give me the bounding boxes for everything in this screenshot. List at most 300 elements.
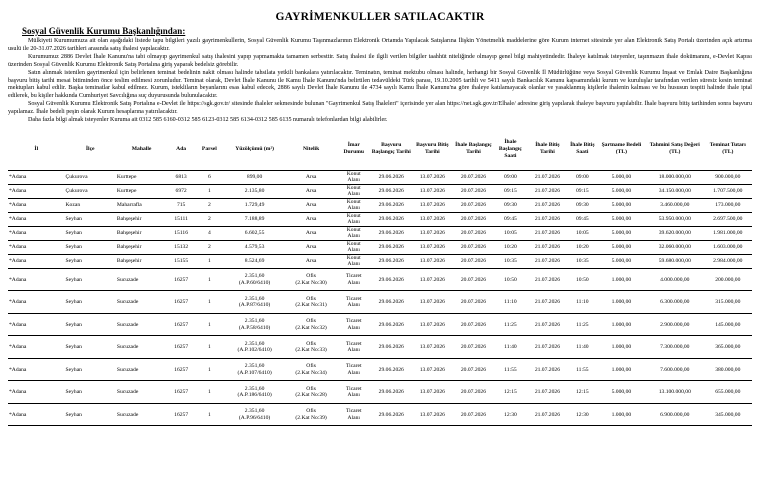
cell-il-line: *Adana [9,216,27,223]
cell-ihale-bitis-tarihi [527,212,568,226]
cell-teminat [704,254,752,268]
cell-nitelik [285,358,336,381]
cell-basvuru-baslangic-line: 29.06.2026 [378,299,404,306]
cell-basvuru-baslangic [371,212,412,226]
cell-parsel-line: 2 [207,202,211,209]
cell-il-line: *Adana [9,344,27,351]
cell-ihale-bitis-tarihi-line: 21.07.2026 [534,216,560,223]
cell-teminat [704,313,752,336]
cell-tahmini [646,184,704,198]
cell-ada-line: 15111 [174,216,188,223]
header-parsel: Parsel [195,129,224,171]
cell-yuzolcumu-line: 8.524,69 [244,258,265,265]
header-mahalle: Mahalle [116,129,167,171]
cell-nitelik-line: Arsa [305,216,317,223]
cell-parsel [195,336,224,359]
cell-ihale-baslangic-tarihi [453,198,494,212]
cell-ihale-bitis-tarihi-line: 21.07.2026 [534,321,560,328]
cell-basvuru-bitis-line: 13.07.2026 [419,244,445,251]
cell-ilce [65,170,116,184]
cell-ihale-baslangic-tarihi [453,212,494,226]
cell-yuzolcumu [224,254,286,268]
cell-tahmini-line: 34.150.000,00 [658,188,691,195]
cell-ihale-bitis-tarihi [527,198,568,212]
cell-ada [167,254,195,268]
cell-mahalle [116,240,167,254]
cell-il-line: *Adana [9,411,27,418]
cell-yuzolcumu-line: 2.351,60 [244,363,265,370]
cell-imar-line: Ticaret [345,273,362,280]
cell-tahmini-line: 4.000.000,00 [660,276,690,283]
property-table [8,129,752,427]
cell-sartname-line: 5.000,00 [611,230,632,237]
cell-nitelik-line: Ofis [306,295,316,302]
header-il: İl [8,129,65,171]
cell-ilce [65,268,116,291]
cell-ihale-bitis-saati [568,198,597,212]
cell-ihale-baslangic-tarihi-line: 20.07.2026 [460,244,487,251]
cell-ihale-bitis-tarihi-line: 21.07.2026 [534,258,560,265]
cell-imar-line: Alanı [347,191,360,198]
cell-tahmini [646,313,704,336]
cell-mahalle [116,226,167,240]
cell-ihale-baslangic-saati-line: 11:25 [504,321,517,328]
cell-il [8,403,65,426]
cell-ada-line: 6972 [175,188,187,195]
cell-ada [167,198,195,212]
cell-nitelik [285,170,336,184]
cell-basvuru-baslangic [371,403,412,426]
cell-sartname-line: 5.000,00 [611,202,632,209]
cell-mahalle-line: Sucuzade [116,344,139,351]
cell-parsel [195,212,224,226]
cell-sartname-line: 1.000,00 [611,344,632,351]
cell-ada-line: 16257 [174,411,189,418]
cell-mahalle [116,403,167,426]
table-row [8,226,752,240]
cell-yuzolcumu-line: 2.351,60 [244,318,265,325]
cell-il [8,291,65,314]
cell-basvuru-baslangic-line: 29.06.2026 [378,366,404,373]
cell-ada [167,212,195,226]
table-row [8,212,752,226]
cell-nitelik-line: Arsa [305,258,317,265]
cell-teminat [704,240,752,254]
cell-tahmini-line: 18.000.000,00 [658,174,691,181]
cell-imar [337,381,371,404]
cell-ihale-baslangic-saati-line: 10:35 [504,258,517,265]
cell-teminat-line: 173.000,00 [715,202,741,209]
cell-basvuru-bitis [412,212,453,226]
cell-sartname-line: 1.000,00 [611,299,632,306]
cell-mahalle-line: Bahşeşehir [116,258,142,265]
cell-ihale-baslangic-tarihi-line: 20.07.2026 [460,276,487,283]
cell-imar [337,268,371,291]
cell-mahalle [116,198,167,212]
cell-basvuru-baslangic-line: 29.06.2026 [378,202,404,209]
cell-il [8,184,65,198]
cell-ilce-line: Çukurova [65,174,88,181]
cell-basvuru-baslangic [371,381,412,404]
cell-sartname-line: 5.000,00 [611,188,632,195]
cell-sartname-line: 1.000,00 [611,411,632,418]
table-row [8,268,752,291]
cell-mahalle-line: Maharrafla [116,202,142,209]
cell-teminat-line: 655.000,00 [715,389,741,396]
cell-tahmini [646,198,704,212]
cell-imar-line: Ticaret [345,385,362,392]
header-imar: İmar Durumu [337,129,371,171]
cell-ada [167,291,195,314]
cell-ihale-baslangic-saati-line: 09:45 [504,216,517,223]
cell-ihale-baslangic-saati [494,291,527,314]
cell-ihale-bitis-tarihi [527,170,568,184]
cell-ihale-bitis-saati [568,403,597,426]
cell-basvuru-baslangic-line: 29.06.2026 [378,244,404,251]
cell-basvuru-baslangic [371,313,412,336]
cell-sartname [597,381,646,404]
cell-ihale-bitis-tarihi [527,403,568,426]
cell-ihale-baslangic-saati [494,268,527,291]
cell-tahmini [646,226,704,240]
cell-nitelik [285,403,336,426]
cell-nitelik-line: (2.Kat No:33) [295,347,327,354]
paragraph-rules: Kurumumuz 2886 Devlet İhale Kanunu'na tabi olmayıp gayrimenkul satış ihalesini yapıp yapmamakta tamamen serbesttir. Satış ihalesi ile ilgili verilen bilgiler taahhüt niteliğinde olmayıp genel bilgi mahiyetindedir. İhaleye katılmak isteyenler, taşınmazın ihale dokümanını, e-Devlet Kapısı üzerinden Sosyal Güvenlik Kurumu Elektronik Satış Portalına giriş yaparak bedelsiz görebilir. [8,53,752,68]
header-basvuru-baslangic: Başvuru Başlangıç Tarihi [371,129,412,171]
cell-il-line: *Adana [9,258,27,265]
cell-nitelik-line: Ofis [306,385,316,392]
cell-il [8,212,65,226]
cell-ilce-line: Seyhan [65,230,82,237]
cell-mahalle [116,291,167,314]
cell-tahmini-line: 6.300.000,00 [660,299,690,306]
cell-ilce-line: Kozan [65,202,81,209]
cell-basvuru-bitis [412,170,453,184]
cell-basvuru-baslangic-line: 29.06.2026 [378,389,404,396]
table-row [8,184,752,198]
cell-il [8,226,65,240]
cell-tahmini [646,254,704,268]
header-teminat: Teminat Tutarı (TL) [704,129,752,171]
cell-yuzolcumu [224,184,286,198]
cell-ihale-baslangic-saati-line: 10:50 [504,276,517,283]
cell-imar [337,254,371,268]
cell-ihale-bitis-saati [568,184,597,198]
cell-nitelik-line: Ofis [306,273,316,280]
cell-ihale-bitis-tarihi-line: 21.07.2026 [534,230,560,237]
cell-basvuru-baslangic [371,336,412,359]
cell-nitelik [285,291,336,314]
cell-ihale-bitis-saati [568,336,597,359]
header-ihale-baslangic-saati: İhale Başlangıç Saati [494,129,527,171]
cell-nitelik [285,254,336,268]
cell-nitelik-line: Ofis [306,408,316,415]
cell-teminat-line: 1.603.000,00 [713,244,743,251]
cell-ada-line: 15155 [174,258,189,265]
cell-yuzolcumu-line: (A.P.186/6410) [237,392,272,399]
cell-mahalle [116,184,167,198]
cell-teminat [704,268,752,291]
cell-basvuru-baslangic-line: 29.06.2026 [378,258,404,265]
cell-ilce [65,313,116,336]
cell-mahalle-line: Bahşeşehir [116,244,142,251]
cell-ihale-baslangic-saati [494,198,527,212]
cell-ihale-baslangic-tarihi-line: 20.07.2026 [460,174,487,181]
cell-sartname-line: 1.000,00 [611,366,632,373]
cell-ihale-baslangic-tarihi [453,240,494,254]
cell-basvuru-baslangic-line: 29.06.2026 [378,344,404,351]
cell-basvuru-bitis-line: 13.07.2026 [419,389,445,396]
cell-sartname [597,403,646,426]
cell-ihale-baslangic-saati [494,403,527,426]
cell-mahalle [116,358,167,381]
cell-ihale-bitis-tarihi-line: 21.07.2026 [534,411,560,418]
cell-ihale-baslangic-saati [494,170,527,184]
cell-ada [167,381,195,404]
cell-ihale-bitis-saati [568,268,597,291]
cell-ihale-bitis-tarihi-line: 21.07.2026 [534,276,560,283]
cell-sartname [597,313,646,336]
cell-il-line: *Adana [9,389,27,396]
cell-yuzolcumu-line: (A.P.96/6410) [238,414,271,421]
cell-yuzolcumu [224,198,286,212]
cell-ihale-baslangic-saati [494,358,527,381]
cell-basvuru-bitis-line: 13.07.2026 [419,174,445,181]
cell-ihale-baslangic-saati-line: 12:15 [504,389,517,396]
cell-il [8,240,65,254]
cell-ilce [65,184,116,198]
cell-parsel-line: 1 [207,258,211,265]
cell-il-line: *Adana [9,230,27,237]
cell-il-line: *Adana [9,174,27,181]
cell-parsel [195,184,224,198]
cell-ilce-line: Seyhan [65,411,82,418]
cell-ihale-baslangic-saati-line: 12:30 [504,411,517,418]
cell-imar-line: Konut [346,185,361,192]
cell-ihale-bitis-saati [568,358,597,381]
cell-ilce-line: Seyhan [65,389,82,396]
cell-ada-line: 16257 [174,321,189,328]
cell-ilce-line: Seyhan [65,216,82,223]
cell-nitelik [285,381,336,404]
cell-parsel-line: 1 [207,321,211,328]
cell-sartname [597,254,646,268]
cell-ihale-baslangic-tarihi [453,268,494,291]
cell-il-line: *Adana [9,188,27,195]
cell-ilce-line: Seyhan [65,299,82,306]
cell-tahmini-line: 59.680.000,00 [658,258,691,265]
table-row [8,336,752,359]
cell-yuzolcumu [224,170,286,184]
cell-ihale-bitis-tarihi [527,254,568,268]
cell-ada [167,226,195,240]
cell-tahmini-line: 6.900.000,00 [660,411,690,418]
cell-imar-line: Alanı [347,324,360,331]
cell-basvuru-bitis-line: 13.07.2026 [419,216,445,223]
cell-imar-line: Ticaret [345,295,362,302]
cell-ihale-baslangic-saati-line: 11:55 [504,366,517,373]
cell-nitelik-line: (2.Kat No:28) [295,392,327,399]
cell-mahalle-line: Bahşeşehir [116,230,142,237]
cell-teminat [704,381,752,404]
cell-yuzolcumu [224,336,286,359]
cell-teminat-line: 380.000,00 [715,366,741,373]
paragraph-contact: Daha fazla bilgi almak isteyenler Kuruma ait 0312 585 6160-0312 585 6123-0312 585 6134-0312 585 6135 numaralı telefonlardan bilgi alabilirler. [28,117,388,124]
cell-ada [167,403,195,426]
cell-ihale-baslangic-tarihi [453,170,494,184]
cell-imar-line: Konut [346,213,361,220]
cell-ada [167,240,195,254]
cell-il [8,170,65,184]
cell-ada-line: 16257 [174,299,189,306]
cell-nitelik-line: (2.Kat No:34) [295,369,327,376]
cell-tahmini-line: 32.060.000,00 [658,244,691,251]
cell-ilce [65,336,116,359]
cell-ihale-baslangic-tarihi [453,381,494,404]
cell-ihale-bitis-saati-line: 09:00 [575,174,589,181]
cell-ihale-bitis-tarihi-line: 21.07.2026 [534,202,560,209]
cell-sartname-line: 5.000,00 [611,258,632,265]
cell-yuzolcumu-line: (A.P.60/6410) [238,279,271,286]
cell-ihale-bitis-tarihi-line: 21.07.2026 [534,244,560,251]
cell-teminat-line: 1.707.500,00 [713,188,743,195]
cell-ilce-line: Seyhan [65,276,82,283]
cell-ada [167,170,195,184]
cell-tahmini [646,291,704,314]
cell-parsel [195,313,224,336]
cell-basvuru-bitis [412,254,453,268]
cell-imar-line: Alanı [347,205,360,212]
cell-tahmini-line: 2.900.000,00 [660,321,690,328]
cell-ihale-baslangic-tarihi-line: 20.07.2026 [460,389,487,396]
cell-sartname [597,291,646,314]
cell-yuzolcumu-line: 899,00 [246,174,263,181]
cell-basvuru-baslangic [371,198,412,212]
cell-il [8,336,65,359]
cell-sartname-line: 5.000,00 [611,174,632,181]
cell-basvuru-bitis-line: 13.07.2026 [419,188,445,195]
cell-ihale-baslangic-tarihi-line: 20.07.2026 [460,258,487,265]
cell-imar [337,240,371,254]
cell-ihale-bitis-saati-line: 11:40 [576,344,589,351]
cell-teminat [704,226,752,240]
cell-ada [167,358,195,381]
cell-nitelik-line: Arsa [305,174,317,181]
cell-imar [337,313,371,336]
cell-imar [337,198,371,212]
cell-mahalle-line: Sucuzade [116,389,139,396]
cell-ihale-baslangic-saati [494,254,527,268]
cell-il [8,198,65,212]
cell-yuzolcumu [224,240,286,254]
header-basvuru-bitis: Başvuru Bitiş Tarihi [412,129,453,171]
cell-ihale-bitis-saati-line: 12:15 [575,389,589,396]
cell-imar [337,226,371,240]
cell-nitelik-line: Arsa [305,230,317,237]
cell-sartname [597,336,646,359]
cell-tahmini-line: 7.600.000,00 [660,366,690,373]
table-row [8,381,752,404]
cell-ada-line: 16257 [174,276,189,283]
cell-ihale-bitis-saati [568,313,597,336]
cell-ihale-bitis-tarihi-line: 21.07.2026 [534,299,560,306]
cell-imar-line: Ticaret [345,340,362,347]
cell-parsel [195,226,224,240]
cell-ihale-bitis-tarihi [527,381,568,404]
cell-ihale-baslangic-tarihi-line: 20.07.2026 [460,230,487,237]
notice-page [0,11,760,489]
cell-imar-line: Konut [346,227,361,234]
cell-nitelik-line: Arsa [305,188,317,195]
cell-nitelik-line: (2.Kat No:39) [295,414,327,421]
cell-ihale-baslangic-tarihi-line: 20.07.2026 [460,216,487,223]
table-row [8,358,752,381]
cell-ihale-baslangic-saati-line: 10:20 [504,244,517,251]
cell-sartname-line: 1.000,00 [611,321,632,328]
cell-basvuru-bitis [412,240,453,254]
cell-basvuru-bitis [412,403,453,426]
cell-ihale-baslangic-saati [494,184,527,198]
cell-teminat-line: 345.000,00 [715,411,741,418]
cell-teminat [704,336,752,359]
cell-sartname [597,240,646,254]
cell-yuzolcumu-line: 2.135,80 [244,188,265,195]
cell-il-line: *Adana [9,244,27,251]
cell-parsel [195,268,224,291]
cell-basvuru-bitis-line: 13.07.2026 [419,411,445,418]
cell-ihale-bitis-tarihi-line: 21.07.2026 [534,344,560,351]
cell-parsel [195,291,224,314]
cell-sartname [597,198,646,212]
cell-ihale-baslangic-tarihi [453,403,494,426]
cell-mahalle-line: Sucuzade [116,299,139,306]
cell-nitelik [285,268,336,291]
cell-tahmini-line: 3.460.000,00 [660,202,690,209]
cell-tahmini-line: 39.620.000,00 [658,230,691,237]
cell-ihale-bitis-tarihi-line: 21.07.2026 [534,188,560,195]
cell-ihale-bitis-saati-line: 10:50 [575,276,589,283]
cell-il [8,313,65,336]
cell-ihale-bitis-tarihi-line: 21.07.2026 [534,366,560,373]
cell-ada-line: 15116 [174,230,189,237]
paragraph-intro: Mülkiyeti Kurumumuza ait olan aşağıdaki listede tapu bilgileri yazılı gayrimenkullerin, Sosyal Güvenlik Kurumu Taşınmazlarının Elektronik Ortamda Yapılacak Satışlarına İlişkin Yönetmelik maddelerine göre Kurum internet sitesinde yer alan Elektronik Satış Portalı üzerinden açık artırma usulü ile 20-31.07.2026 tarihleri arasında satış ihalesi yapılacaktır. [8,38,752,52]
cell-ihale-bitis-saati [568,212,597,226]
cell-ihale-bitis-tarihi [527,336,568,359]
cell-il-line: *Adana [9,366,27,373]
cell-sartname [597,212,646,226]
paragraph-portal: Sosyal Güvenlik Kurumu Elektronik Satış Portalına e-Devlet ile https://sgk.gov.tr/ sitesinde ihaleler sekmesinde bulunan "Gayrimenkul Satış İhaleleri" içerisinde yer alan https://net.sgk.gov.tr/Elhale/ adresine giriş yapılarak ihaleye başvuru yapılabilir. İhale başvuru bitiş tarihinden sonra başvuru yapılamaz. İhale bedeli peşin olarak Kurum hesaplarına yatırılacaktır. [8,101,752,116]
header-ihale-bitis-tarihi: İhale Bitiş Tarihi [527,129,568,171]
cell-yuzolcumu [224,226,286,240]
cell-il-line: *Adana [9,299,27,306]
cell-ihale-bitis-saati [568,240,597,254]
cell-ihale-bitis-saati [568,226,597,240]
cell-ihale-baslangic-tarihi-line: 20.07.2026 [460,299,487,306]
cell-ihale-bitis-saati-line: 11:25 [576,321,589,328]
header-sartname: Şartname Bedeli (TL) [597,129,646,171]
cell-ilce [65,198,116,212]
cell-yuzolcumu [224,358,286,381]
cell-ihale-baslangic-tarihi [453,184,494,198]
cell-imar-line: Konut [346,199,361,206]
cell-parsel-line: 6 [207,174,211,181]
cell-ihale-baslangic-saati-line: 09:15 [504,188,517,195]
cell-yuzolcumu-line: 2.351,60 [244,340,265,347]
cell-mahalle-line: Kurttepe [116,188,137,195]
cell-ada [167,336,195,359]
cell-basvuru-baslangic [371,254,412,268]
cell-ihale-bitis-tarihi [527,358,568,381]
